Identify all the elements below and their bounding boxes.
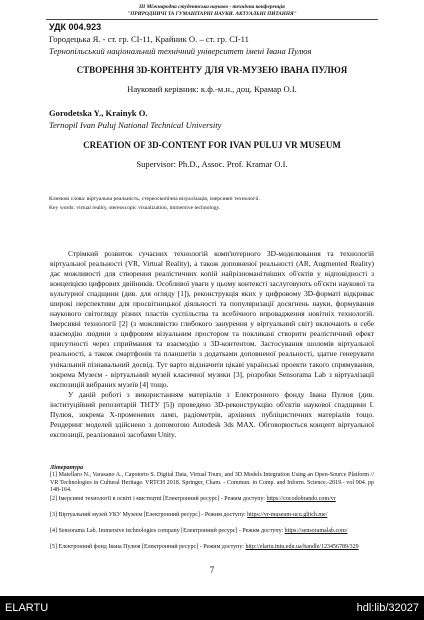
handle-identifier: hdl:lib/32027 xyxy=(356,602,419,614)
reference-4 xyxy=(50,528,374,536)
title-en: CREATION OF 3D-CONTENT FOR IVAN PULUJ VR MUSEUM xyxy=(83,140,341,150)
keywords-ua: Ключові слова: віртуальна реальність, стереоскопічна візуалізація, імерсивні технології. xyxy=(49,196,260,202)
references-heading: Література xyxy=(50,464,84,471)
authors-en: Gorodetska Y., Krainyk O. xyxy=(49,108,148,118)
paragraph-2: У даній роботі з використанням матеріалів з Електронного фонду Івана Пулюя (див. інституційний репозитарій ТНТУ [5]) проведено 3D-реконструкцію об'єктів наукової спадщини І. Пулюя, зокрема Х-променевих ламп, радіометрів, архівних публіцистичних матеріалів тощо. Рендеринг моделей здійснено з допомогою Autodesk 3ds MAX. Обговорюється концепт віртуальної експозиції, реалізованої засобами Unity. xyxy=(50,389,374,439)
header-divider xyxy=(46,19,378,20)
conference-line-1: III Міжнародна студентська науково - технічна конференція xyxy=(139,4,285,10)
conference-header xyxy=(0,4,424,17)
reference-4-text: [4] Sensorama Lab. Immersive technologies company [Електронний ресурс] - Режим доступу: xyxy=(50,528,284,534)
title-ua: СТВОРЕННЯ 3D-КОНТЕНТУ ДЛЯ VR-МУЗЕЮ ІВАНА ПУЛЮЯ xyxy=(76,65,348,75)
reference-1: [1] Maiellaro N., Varasano A., Capotorto S. Digital Data, Virtual Tours, and 3D Models Integration Using an Open-Source Platform // VR Technologies in Cultural Heritage. VRTCH 2018. Springer, Cham. - Commun. in Comp. and Inform. Science.-2019.- vol 904. pp 148-164. xyxy=(50,472,374,494)
body-text xyxy=(50,249,374,440)
affiliation-ua: Тернопільський національний технічний університет імені Івана Пулюя xyxy=(49,46,312,56)
paragraph-1: Стрімкий розвиток сучасних технологій комп'ютерного 3D-моделювання та технологій віртуальної реальності (VR, Virtual Reality), а також доповненої реальності (AR, Augmented Reality) дає можливості для створення реалістичних копій найрізноманітніших об'єктів у відповідності з концепцією цифрових двійників. Особливої уваги у цьому контексті заслуговують об'єкти наукової та культурної спадщини (див. для огляду [1]), реконструкція яких у цифровому 3D-форматі відкриває широкі перспективи для просвітницької діяльності та популяризації досягнень науки, формування наукового світогляду різних пластів суспільства та всебічного впровадження новітніх технологій. Імерсивні технології [2] (з можливістю глибокого занурення у віртуальний світ) включають в себе взаємодію людини з цифровим візуальним простором та покликані створити реалістичний ефект присутності через сприймання та взаємодію з 3D-контентом. Застосування шоломів віртуальної реальності, а також смартфонів та планшетів з додатками доповненої реальності, здатне генерувати унікальний пізнавальний досвід. Тут варто відзначити цікаві українські проекти такого спрямування, зокрема Музеєм - віртуальний музей класичної музики [3], розробки Sensorama Lab з віртуалізації експозицій вибраних музеїв [4] тощо. xyxy=(50,249,374,389)
page-number: 7 xyxy=(209,565,215,575)
reference-5 xyxy=(50,544,374,552)
reference-4-link[interactable]: https://sensoramalab.com/ xyxy=(284,528,348,534)
reference-3-link[interactable]: https://vr-museum-ucu.glitch.me/ xyxy=(247,512,328,518)
udc-code: УДК 004.923 xyxy=(49,22,102,32)
reference-3 xyxy=(50,512,374,520)
supervisor-en: Supervisor: Ph.D., Assoc. Prof. Kramar O.I. xyxy=(136,159,288,169)
affiliation-en: Ternopil Ivan Puluj National Technical University xyxy=(49,120,222,130)
keywords-en: Key words: virtual reality, stereoscopic visualization, immersive technology. xyxy=(49,205,221,211)
reference-5-link[interactable]: http://elartu.tntu.edu.ua/handle/123456789/329 xyxy=(245,544,359,550)
supervisor-ua: Науковий керівник: к.ф.-м.н., доц. Крамар О.І. xyxy=(127,84,297,94)
reference-3-text: [3] Віртуальний музей УКУ Музеєм [Електронний ресурс] - Режим доступу: xyxy=(50,512,246,518)
reference-5-text: [5] Електронний фонд Івана Пулюя [Електронний ресурс] - Режим доступу: xyxy=(50,544,244,550)
reference-2-link[interactable]: https://cocodobrando.com/vr xyxy=(266,496,336,502)
repository-footer-bar xyxy=(0,596,424,620)
repository-name: ELARTU xyxy=(5,602,49,614)
reference-2-text: [2] Імерсивні технології в освіті і мистецтві [Електронний ресурс] - Режим доступу: xyxy=(50,496,266,502)
authors-ua: Городецька Я. - ст. гр. СІ-11, Крайник О. – ст. гр. СІ-11 xyxy=(49,34,249,44)
conference-line-2: "ПРИРОДНИЧІ ТА ГУМАНІТАРНІ НАУКИ. АКТУАЛЬНІ ПИТАННЯ" xyxy=(127,10,297,17)
reference-2 xyxy=(50,496,374,504)
